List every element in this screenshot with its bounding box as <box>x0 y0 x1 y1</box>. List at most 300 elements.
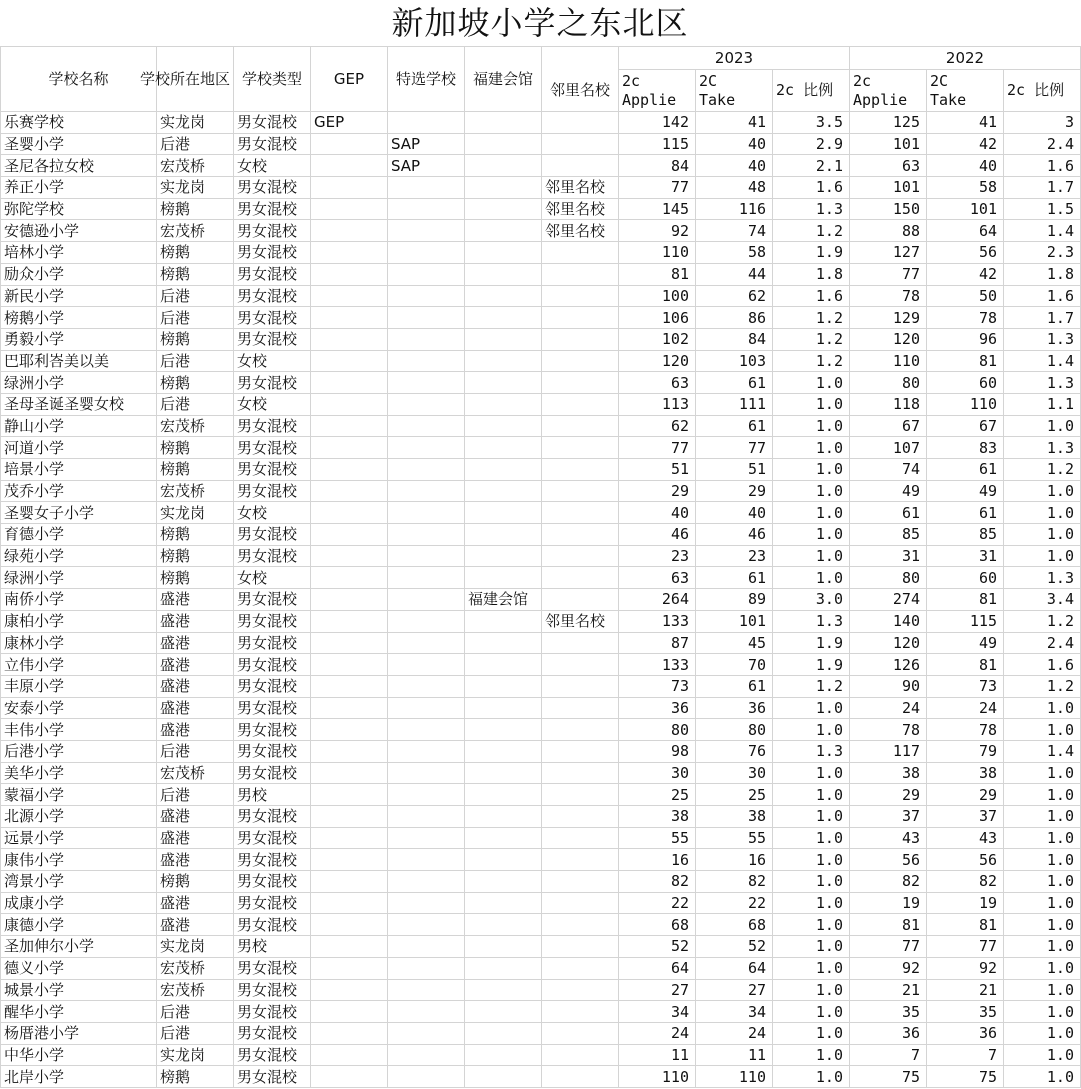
hokkien-cell[interactable] <box>465 437 542 459</box>
ratio-2022-cell[interactable]: 1.0 <box>1004 1022 1081 1044</box>
ratio-2023-cell[interactable]: 1.0 <box>773 936 850 958</box>
gep-cell[interactable] <box>311 459 388 481</box>
ratio-2022-cell[interactable]: 1.6 <box>1004 155 1081 177</box>
take-2023-cell[interactable]: 86 <box>696 307 773 329</box>
applied-2022-cell[interactable]: 82 <box>850 871 927 893</box>
take-2023-cell[interactable]: 101 <box>696 610 773 632</box>
ratio-2023-cell[interactable]: 1.0 <box>773 806 850 828</box>
gep-cell[interactable] <box>311 957 388 979</box>
ratio-2022-cell[interactable]: 1.0 <box>1004 914 1081 936</box>
hokkien-cell[interactable] <box>465 480 542 502</box>
sap-cell[interactable] <box>388 762 465 784</box>
take-2023-cell[interactable]: 25 <box>696 784 773 806</box>
school-name-cell[interactable]: 杨厝港小学 <box>1 1022 157 1044</box>
applied-2023-cell[interactable]: 82 <box>619 871 696 893</box>
hokkien-cell[interactable] <box>465 849 542 871</box>
neighborhood-cell[interactable] <box>542 632 619 654</box>
take-2022-cell[interactable]: 56 <box>927 849 1004 871</box>
gep-cell[interactable]: GEP <box>311 112 388 134</box>
applied-2023-cell[interactable]: 30 <box>619 762 696 784</box>
school-name-cell[interactable]: 育德小学 <box>1 524 157 546</box>
gep-cell[interactable] <box>311 1044 388 1066</box>
applied-2023-cell[interactable]: 63 <box>619 372 696 394</box>
applied-2022-cell[interactable]: 120 <box>850 328 927 350</box>
school-name-cell[interactable]: 圣母圣诞圣婴女校 <box>1 393 157 415</box>
sap-cell[interactable] <box>388 1066 465 1088</box>
gep-cell[interactable] <box>311 675 388 697</box>
location-cell[interactable]: 盛港 <box>157 654 234 676</box>
school-type-cell[interactable]: 男女混校 <box>234 957 311 979</box>
gep-cell[interactable] <box>311 155 388 177</box>
ratio-2022-cell[interactable]: 1.7 <box>1004 307 1081 329</box>
location-cell[interactable]: 后港 <box>157 1022 234 1044</box>
gep-cell[interactable] <box>311 740 388 762</box>
neighborhood-cell[interactable]: 邻里名校 <box>542 198 619 220</box>
school-type-cell[interactable]: 男女混校 <box>234 459 311 481</box>
gep-cell[interactable] <box>311 827 388 849</box>
take-2022-cell[interactable]: 110 <box>927 393 1004 415</box>
neighborhood-cell[interactable] <box>542 459 619 481</box>
ratio-2023-cell[interactable]: 1.3 <box>773 610 850 632</box>
hokkien-cell[interactable] <box>465 328 542 350</box>
school-type-cell[interactable]: 女校 <box>234 502 311 524</box>
school-name-cell[interactable]: 南侨小学 <box>1 589 157 611</box>
school-name-cell[interactable]: 丰伟小学 <box>1 719 157 741</box>
hokkien-cell[interactable] <box>465 198 542 220</box>
sap-cell[interactable] <box>388 437 465 459</box>
ratio-2023-cell[interactable]: 1.8 <box>773 263 850 285</box>
school-type-cell[interactable]: 男女混校 <box>234 871 311 893</box>
take-2023-cell[interactable]: 58 <box>696 242 773 264</box>
hokkien-cell[interactable] <box>465 784 542 806</box>
school-type-cell[interactable]: 男女混校 <box>234 285 311 307</box>
take-2023-cell[interactable]: 76 <box>696 740 773 762</box>
applied-2023-cell[interactable]: 142 <box>619 112 696 134</box>
take-2022-cell[interactable]: 67 <box>927 415 1004 437</box>
school-type-cell[interactable]: 男女混校 <box>234 133 311 155</box>
sap-cell[interactable] <box>388 502 465 524</box>
neighborhood-cell[interactable] <box>542 957 619 979</box>
neighborhood-cell[interactable] <box>542 871 619 893</box>
hokkien-cell[interactable] <box>465 372 542 394</box>
school-name-cell[interactable]: 蒙福小学 <box>1 784 157 806</box>
applied-2023-cell[interactable]: 115 <box>619 133 696 155</box>
applied-2023-cell[interactable]: 68 <box>619 914 696 936</box>
school-name-cell[interactable]: 康德小学 <box>1 914 157 936</box>
hokkien-cell[interactable] <box>465 892 542 914</box>
school-name-cell[interactable]: 安德逊小学 <box>1 220 157 242</box>
location-cell[interactable]: 盛港 <box>157 849 234 871</box>
take-2022-cell[interactable]: 79 <box>927 740 1004 762</box>
hokkien-cell[interactable] <box>465 502 542 524</box>
hokkien-cell[interactable] <box>465 524 542 546</box>
applied-2022-cell[interactable]: 117 <box>850 740 927 762</box>
ratio-2022-cell[interactable]: 1.0 <box>1004 806 1081 828</box>
take-2022-cell[interactable]: 41 <box>927 112 1004 134</box>
school-type-cell[interactable]: 男女混校 <box>234 1066 311 1088</box>
school-type-cell[interactable]: 男女混校 <box>234 610 311 632</box>
gep-cell[interactable] <box>311 914 388 936</box>
applied-2023-cell[interactable]: 25 <box>619 784 696 806</box>
location-cell[interactable]: 宏茂桥 <box>157 415 234 437</box>
hokkien-cell[interactable] <box>465 654 542 676</box>
applied-2023-cell[interactable]: 81 <box>619 263 696 285</box>
school-name-cell[interactable]: 中华小学 <box>1 1044 157 1066</box>
sap-cell[interactable] <box>388 675 465 697</box>
school-name-cell[interactable]: 茂乔小学 <box>1 480 157 502</box>
ratio-2023-cell[interactable]: 1.9 <box>773 632 850 654</box>
location-cell[interactable]: 后港 <box>157 740 234 762</box>
hokkien-cell[interactable] <box>465 459 542 481</box>
school-type-cell[interactable]: 男女混校 <box>234 415 311 437</box>
take-2022-cell[interactable]: 78 <box>927 719 1004 741</box>
applied-2022-cell[interactable]: 7 <box>850 1044 927 1066</box>
applied-2022-cell[interactable]: 126 <box>850 654 927 676</box>
header-year-2023[interactable]: 2023 <box>619 47 850 70</box>
gep-cell[interactable] <box>311 177 388 199</box>
sap-cell[interactable] <box>388 263 465 285</box>
gep-cell[interactable] <box>311 806 388 828</box>
ratio-2023-cell[interactable]: 1.0 <box>773 502 850 524</box>
hokkien-cell[interactable] <box>465 350 542 372</box>
sap-cell[interactable] <box>388 198 465 220</box>
take-2022-cell[interactable]: 82 <box>927 871 1004 893</box>
neighborhood-cell[interactable] <box>542 155 619 177</box>
take-2022-cell[interactable]: 58 <box>927 177 1004 199</box>
applied-2023-cell[interactable]: 80 <box>619 719 696 741</box>
location-cell[interactable]: 盛港 <box>157 632 234 654</box>
hokkien-cell[interactable] <box>465 827 542 849</box>
school-type-cell[interactable]: 男女混校 <box>234 545 311 567</box>
take-2023-cell[interactable]: 11 <box>696 1044 773 1066</box>
applied-2023-cell[interactable]: 133 <box>619 610 696 632</box>
neighborhood-cell[interactable] <box>542 480 619 502</box>
take-2022-cell[interactable]: 101 <box>927 198 1004 220</box>
school-type-cell[interactable]: 男女混校 <box>234 589 311 611</box>
take-2022-cell[interactable]: 64 <box>927 220 1004 242</box>
location-cell[interactable]: 榜鹅 <box>157 459 234 481</box>
hokkien-cell[interactable] <box>465 632 542 654</box>
ratio-2022-cell[interactable]: 1.4 <box>1004 220 1081 242</box>
sap-cell[interactable] <box>388 806 465 828</box>
gep-cell[interactable] <box>311 632 388 654</box>
sap-cell[interactable] <box>388 914 465 936</box>
applied-2022-cell[interactable]: 107 <box>850 437 927 459</box>
sap-cell[interactable] <box>388 480 465 502</box>
hokkien-cell[interactable] <box>465 1044 542 1066</box>
take-2022-cell[interactable]: 36 <box>927 1022 1004 1044</box>
location-cell[interactable]: 宏茂桥 <box>157 979 234 1001</box>
ratio-2023-cell[interactable]: 1.0 <box>773 545 850 567</box>
neighborhood-cell[interactable] <box>542 350 619 372</box>
ratio-2023-cell[interactable]: 1.0 <box>773 849 850 871</box>
sap-cell[interactable] <box>388 285 465 307</box>
applied-2022-cell[interactable]: 274 <box>850 589 927 611</box>
take-2023-cell[interactable]: 45 <box>696 632 773 654</box>
ratio-2023-cell[interactable]: 1.0 <box>773 697 850 719</box>
ratio-2023-cell[interactable]: 1.0 <box>773 719 850 741</box>
take-2023-cell[interactable]: 61 <box>696 567 773 589</box>
school-type-cell[interactable]: 男女混校 <box>234 979 311 1001</box>
take-2023-cell[interactable]: 61 <box>696 415 773 437</box>
ratio-2022-cell[interactable]: 2.3 <box>1004 242 1081 264</box>
applied-2023-cell[interactable]: 110 <box>619 1066 696 1088</box>
gep-cell[interactable] <box>311 936 388 958</box>
applied-2022-cell[interactable]: 21 <box>850 979 927 1001</box>
applied-2022-cell[interactable]: 90 <box>850 675 927 697</box>
ratio-2022-cell[interactable]: 2.4 <box>1004 632 1081 654</box>
neighborhood-cell[interactable] <box>542 806 619 828</box>
gep-cell[interactable] <box>311 220 388 242</box>
sap-cell[interactable] <box>388 827 465 849</box>
gep-cell[interactable] <box>311 871 388 893</box>
applied-2022-cell[interactable]: 63 <box>850 155 927 177</box>
gep-cell[interactable] <box>311 415 388 437</box>
header-year-2022[interactable]: 2022 <box>850 47 1081 70</box>
neighborhood-cell[interactable] <box>542 762 619 784</box>
take-2023-cell[interactable]: 74 <box>696 220 773 242</box>
take-2022-cell[interactable]: 42 <box>927 133 1004 155</box>
school-type-cell[interactable]: 女校 <box>234 350 311 372</box>
gep-cell[interactable] <box>311 654 388 676</box>
take-2022-cell[interactable]: 40 <box>927 155 1004 177</box>
take-2022-cell[interactable]: 75 <box>927 1066 1004 1088</box>
location-cell[interactable]: 盛港 <box>157 892 234 914</box>
location-cell[interactable]: 榜鹅 <box>157 372 234 394</box>
applied-2022-cell[interactable]: 75 <box>850 1066 927 1088</box>
gep-cell[interactable] <box>311 589 388 611</box>
neighborhood-cell[interactable] <box>542 784 619 806</box>
ratio-2022-cell[interactable]: 1.6 <box>1004 654 1081 676</box>
ratio-2022-cell[interactable]: 1.3 <box>1004 567 1081 589</box>
sap-cell[interactable]: SAP <box>388 133 465 155</box>
neighborhood-cell[interactable]: 邻里名校 <box>542 610 619 632</box>
applied-2023-cell[interactable]: 133 <box>619 654 696 676</box>
gep-cell[interactable] <box>311 979 388 1001</box>
header-2023-take[interactable] <box>696 70 773 112</box>
neighborhood-cell[interactable] <box>542 393 619 415</box>
school-name-cell[interactable]: 乐赛学校 <box>1 112 157 134</box>
ratio-2022-cell[interactable]: 1.4 <box>1004 740 1081 762</box>
take-2023-cell[interactable]: 77 <box>696 437 773 459</box>
ratio-2023-cell[interactable]: 2.1 <box>773 155 850 177</box>
applied-2023-cell[interactable]: 24 <box>619 1022 696 1044</box>
take-2023-cell[interactable]: 40 <box>696 133 773 155</box>
ratio-2023-cell[interactable]: 1.0 <box>773 372 850 394</box>
gep-cell[interactable] <box>311 350 388 372</box>
header-school-type[interactable]: 学校类型 <box>234 47 311 112</box>
school-type-cell[interactable]: 男女混校 <box>234 806 311 828</box>
neighborhood-cell[interactable] <box>542 1001 619 1023</box>
ratio-2023-cell[interactable]: 1.0 <box>773 979 850 1001</box>
location-cell[interactable]: 榜鹅 <box>157 198 234 220</box>
take-2023-cell[interactable]: 116 <box>696 198 773 220</box>
school-name-cell[interactable]: 后港小学 <box>1 740 157 762</box>
hokkien-cell[interactable] <box>465 914 542 936</box>
location-cell[interactable]: 实龙岗 <box>157 112 234 134</box>
neighborhood-cell[interactable] <box>542 1022 619 1044</box>
ratio-2022-cell[interactable]: 1.0 <box>1004 871 1081 893</box>
location-cell[interactable]: 后港 <box>157 133 234 155</box>
neighborhood-cell[interactable] <box>542 675 619 697</box>
ratio-2022-cell[interactable]: 1.1 <box>1004 393 1081 415</box>
gep-cell[interactable] <box>311 610 388 632</box>
school-type-cell[interactable]: 男女混校 <box>234 372 311 394</box>
applied-2022-cell[interactable]: 92 <box>850 957 927 979</box>
ratio-2023-cell[interactable]: 1.0 <box>773 480 850 502</box>
take-2023-cell[interactable]: 52 <box>696 936 773 958</box>
ratio-2023-cell[interactable]: 1.0 <box>773 1022 850 1044</box>
location-cell[interactable]: 后港 <box>157 307 234 329</box>
applied-2023-cell[interactable]: 264 <box>619 589 696 611</box>
applied-2023-cell[interactable]: 11 <box>619 1044 696 1066</box>
ratio-2022-cell[interactable]: 1.2 <box>1004 610 1081 632</box>
take-2022-cell[interactable]: 29 <box>927 784 1004 806</box>
neighborhood-cell[interactable] <box>542 437 619 459</box>
gep-cell[interactable] <box>311 849 388 871</box>
header-location[interactable]: 学校所在地区 <box>157 47 234 112</box>
applied-2022-cell[interactable]: 35 <box>850 1001 927 1023</box>
take-2023-cell[interactable]: 64 <box>696 957 773 979</box>
sap-cell[interactable] <box>388 654 465 676</box>
applied-2023-cell[interactable]: 87 <box>619 632 696 654</box>
header-2022-applied[interactable] <box>850 70 927 112</box>
ratio-2022-cell[interactable]: 1.0 <box>1004 502 1081 524</box>
take-2022-cell[interactable]: 7 <box>927 1044 1004 1066</box>
take-2023-cell[interactable]: 34 <box>696 1001 773 1023</box>
sap-cell[interactable] <box>388 459 465 481</box>
ratio-2023-cell[interactable]: 1.6 <box>773 285 850 307</box>
applied-2022-cell[interactable]: 125 <box>850 112 927 134</box>
hokkien-cell[interactable] <box>465 263 542 285</box>
hokkien-cell[interactable] <box>465 155 542 177</box>
gep-cell[interactable] <box>311 719 388 741</box>
sap-cell[interactable] <box>388 415 465 437</box>
gep-cell[interactable] <box>311 393 388 415</box>
applied-2022-cell[interactable]: 31 <box>850 545 927 567</box>
school-name-cell[interactable]: 康柏小学 <box>1 610 157 632</box>
neighborhood-cell[interactable] <box>542 263 619 285</box>
sap-cell[interactable] <box>388 220 465 242</box>
school-type-cell[interactable]: 男女混校 <box>234 892 311 914</box>
school-name-cell[interactable]: 湾景小学 <box>1 871 157 893</box>
take-2023-cell[interactable]: 40 <box>696 155 773 177</box>
sap-cell[interactable] <box>388 589 465 611</box>
neighborhood-cell[interactable] <box>542 133 619 155</box>
take-2022-cell[interactable]: 37 <box>927 806 1004 828</box>
take-2023-cell[interactable]: 29 <box>696 480 773 502</box>
school-name-cell[interactable]: 培景小学 <box>1 459 157 481</box>
school-type-cell[interactable]: 男女混校 <box>234 242 311 264</box>
location-cell[interactable]: 实龙岗 <box>157 1044 234 1066</box>
school-type-cell[interactable]: 男女混校 <box>234 524 311 546</box>
ratio-2022-cell[interactable]: 1.0 <box>1004 892 1081 914</box>
ratio-2022-cell[interactable]: 1.0 <box>1004 697 1081 719</box>
school-name-cell[interactable]: 立伟小学 <box>1 654 157 676</box>
hokkien-cell[interactable] <box>465 957 542 979</box>
take-2022-cell[interactable]: 85 <box>927 524 1004 546</box>
ratio-2022-cell[interactable]: 1.0 <box>1004 480 1081 502</box>
applied-2023-cell[interactable]: 84 <box>619 155 696 177</box>
applied-2022-cell[interactable]: 77 <box>850 263 927 285</box>
school-type-cell[interactable]: 男女混校 <box>234 220 311 242</box>
location-cell[interactable]: 后港 <box>157 784 234 806</box>
gep-cell[interactable] <box>311 285 388 307</box>
ratio-2023-cell[interactable]: 1.0 <box>773 1044 850 1066</box>
take-2023-cell[interactable]: 110 <box>696 1066 773 1088</box>
neighborhood-cell[interactable] <box>542 242 619 264</box>
hokkien-cell[interactable] <box>465 610 542 632</box>
ratio-2022-cell[interactable]: 1.3 <box>1004 437 1081 459</box>
take-2023-cell[interactable]: 46 <box>696 524 773 546</box>
location-cell[interactable]: 实龙岗 <box>157 936 234 958</box>
neighborhood-cell[interactable] <box>542 567 619 589</box>
applied-2022-cell[interactable]: 36 <box>850 1022 927 1044</box>
header-2022-take[interactable] <box>927 70 1004 112</box>
gep-cell[interactable] <box>311 1066 388 1088</box>
applied-2023-cell[interactable]: 113 <box>619 393 696 415</box>
take-2023-cell[interactable]: 84 <box>696 328 773 350</box>
sap-cell[interactable] <box>388 719 465 741</box>
gep-cell[interactable] <box>311 762 388 784</box>
school-type-cell[interactable]: 男女混校 <box>234 697 311 719</box>
ratio-2022-cell[interactable]: 1.3 <box>1004 328 1081 350</box>
neighborhood-cell[interactable] <box>542 285 619 307</box>
applied-2022-cell[interactable]: 78 <box>850 285 927 307</box>
applied-2022-cell[interactable]: 101 <box>850 177 927 199</box>
sap-cell[interactable] <box>388 567 465 589</box>
applied-2023-cell[interactable]: 36 <box>619 697 696 719</box>
ratio-2023-cell[interactable]: 1.0 <box>773 415 850 437</box>
ratio-2022-cell[interactable]: 1.0 <box>1004 524 1081 546</box>
applied-2022-cell[interactable]: 118 <box>850 393 927 415</box>
location-cell[interactable]: 盛港 <box>157 914 234 936</box>
hokkien-cell[interactable]: 福建会馆 <box>465 589 542 611</box>
take-2022-cell[interactable]: 77 <box>927 936 1004 958</box>
header-school-name[interactable]: 学校名称 <box>1 47 157 112</box>
sap-cell[interactable] <box>388 936 465 958</box>
take-2022-cell[interactable]: 78 <box>927 307 1004 329</box>
school-name-cell[interactable]: 榜鹅小学 <box>1 307 157 329</box>
gep-cell[interactable] <box>311 567 388 589</box>
applied-2022-cell[interactable]: 80 <box>850 567 927 589</box>
hokkien-cell[interactable] <box>465 936 542 958</box>
hokkien-cell[interactable] <box>465 285 542 307</box>
location-cell[interactable]: 榜鹅 <box>157 567 234 589</box>
gep-cell[interactable] <box>311 133 388 155</box>
hokkien-cell[interactable] <box>465 220 542 242</box>
location-cell[interactable]: 盛港 <box>157 675 234 697</box>
school-name-cell[interactable]: 河道小学 <box>1 437 157 459</box>
neighborhood-cell[interactable] <box>542 697 619 719</box>
hokkien-cell[interactable] <box>465 393 542 415</box>
take-2022-cell[interactable]: 50 <box>927 285 1004 307</box>
neighborhood-cell[interactable] <box>542 1066 619 1088</box>
school-type-cell[interactable]: 男女混校 <box>234 1022 311 1044</box>
ratio-2022-cell[interactable]: 1.0 <box>1004 719 1081 741</box>
location-cell[interactable]: 榜鹅 <box>157 242 234 264</box>
take-2023-cell[interactable]: 36 <box>696 697 773 719</box>
applied-2022-cell[interactable]: 120 <box>850 632 927 654</box>
take-2022-cell[interactable]: 115 <box>927 610 1004 632</box>
location-cell[interactable]: 实龙岗 <box>157 177 234 199</box>
applied-2023-cell[interactable]: 38 <box>619 806 696 828</box>
take-2023-cell[interactable]: 51 <box>696 459 773 481</box>
school-type-cell[interactable]: 男女混校 <box>234 849 311 871</box>
location-cell[interactable]: 榜鹅 <box>157 328 234 350</box>
gep-cell[interactable] <box>311 198 388 220</box>
ratio-2022-cell[interactable]: 1.6 <box>1004 285 1081 307</box>
